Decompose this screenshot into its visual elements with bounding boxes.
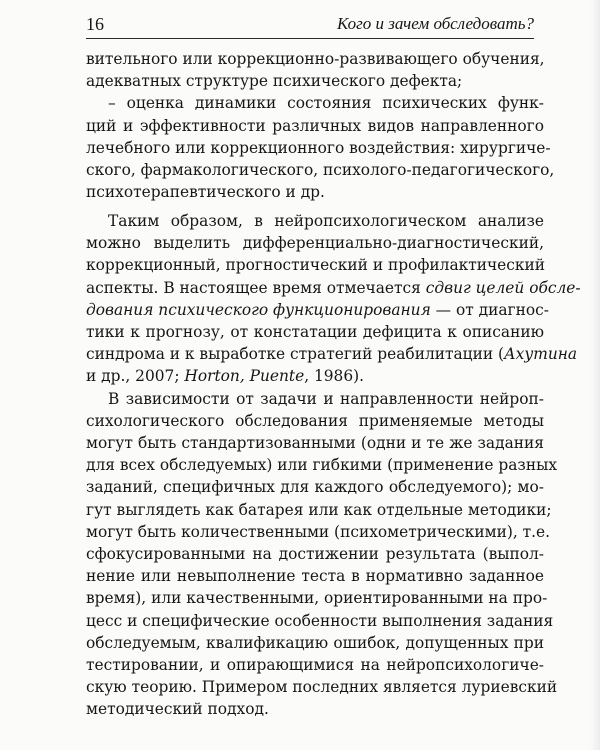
paragraph-line (86, 277, 581, 299)
citation-author: Ахутина (504, 345, 578, 364)
paragraph-line: тики к прогнозу, от констатации дефицита к описанию (86, 323, 544, 342)
paragraph-line: Таким образом, в нейропсихологическом анализе (108, 212, 544, 230)
header-rule (86, 38, 534, 39)
paragraph-line: заданий, специфичных для каждого обследуемого); мо- (86, 478, 544, 497)
line-part: и др., 2007; (86, 367, 185, 386)
paragraph-line: методический подход. (86, 700, 269, 719)
paragraph-line: можно выделить дифференциально-диагностический, (86, 234, 544, 253)
paragraph-line: цесс и специфические особенности выполнения задания (86, 611, 554, 630)
paragraph-line: сфокусированными на достижении результата (выпол- (86, 545, 544, 564)
text-line: ций и эффективности различных видов направленного (86, 116, 544, 135)
paragraph-line: нение или невыполнение теста в нормативно заданное (86, 567, 544, 586)
paragraph-line: обследуемым, квалификацию ошибок, допущенных при (86, 633, 544, 652)
main-text (86, 210, 581, 721)
running-title: Кого и зачем обследовать? (337, 14, 534, 33)
paragraph-line: В зависимости от задачи и направленности нейроп- (108, 389, 544, 408)
paragraph-line: могут быть количественными (психометрическими), т.е. (86, 522, 551, 541)
text-line: – оценка динамики состояния психических функ- (108, 94, 544, 113)
text-line: вительного или коррекционно-развивающего обучения, (86, 50, 545, 68)
paragraph-line (86, 343, 578, 365)
paragraph-line: скую теорию. Примером последних является луриевский (86, 678, 558, 697)
line-part: аспекты. В настоящее время отмечается (86, 278, 426, 297)
page-edge-shadow (590, 0, 600, 750)
paragraph-line: могут быть стандартизованными (одни и те же задания (86, 434, 544, 453)
line-part: , 1986). (304, 367, 365, 386)
paragraph-line: время), или качественными, ориентированными на про- (86, 589, 548, 608)
paragraph-line (86, 365, 544, 387)
paragraph-line: для всех обследуемых) или гибкими (применение разных (86, 456, 558, 475)
continued-list-text (86, 48, 555, 203)
line-part: — от диагнос- (430, 300, 549, 319)
text-line: ского, фармакологического, психолого-педагогического, (86, 161, 555, 180)
page-number: 16 (86, 14, 104, 34)
page-header (86, 14, 534, 38)
text-line: психотерапевтического и др. (86, 183, 325, 202)
paragraph-line: гут выглядеть как батарея или как отдельные методики; (86, 500, 552, 519)
paragraph-line: сихологического обследования применяемые методы (86, 411, 544, 430)
emphasis-text: дования психического функционирования (86, 300, 431, 319)
text-line: адекватных структуре психического дефекта; (86, 72, 463, 91)
citation-author: Horton, Puente (184, 367, 305, 386)
paragraph-line (86, 299, 549, 321)
text-line: лечебного или коррекционного воздействия: хирургиче- (86, 138, 551, 157)
paragraph-line: тестировании, и опирающимися на нейропсихологиче- (86, 656, 544, 675)
line-part: синдрома и к выработке стратегий реабилитации ( (86, 345, 504, 364)
paragraph-line: коррекционный, прогностический и профилактический (86, 256, 546, 275)
emphasis-text: сдвиг целей обсле- (425, 278, 581, 297)
